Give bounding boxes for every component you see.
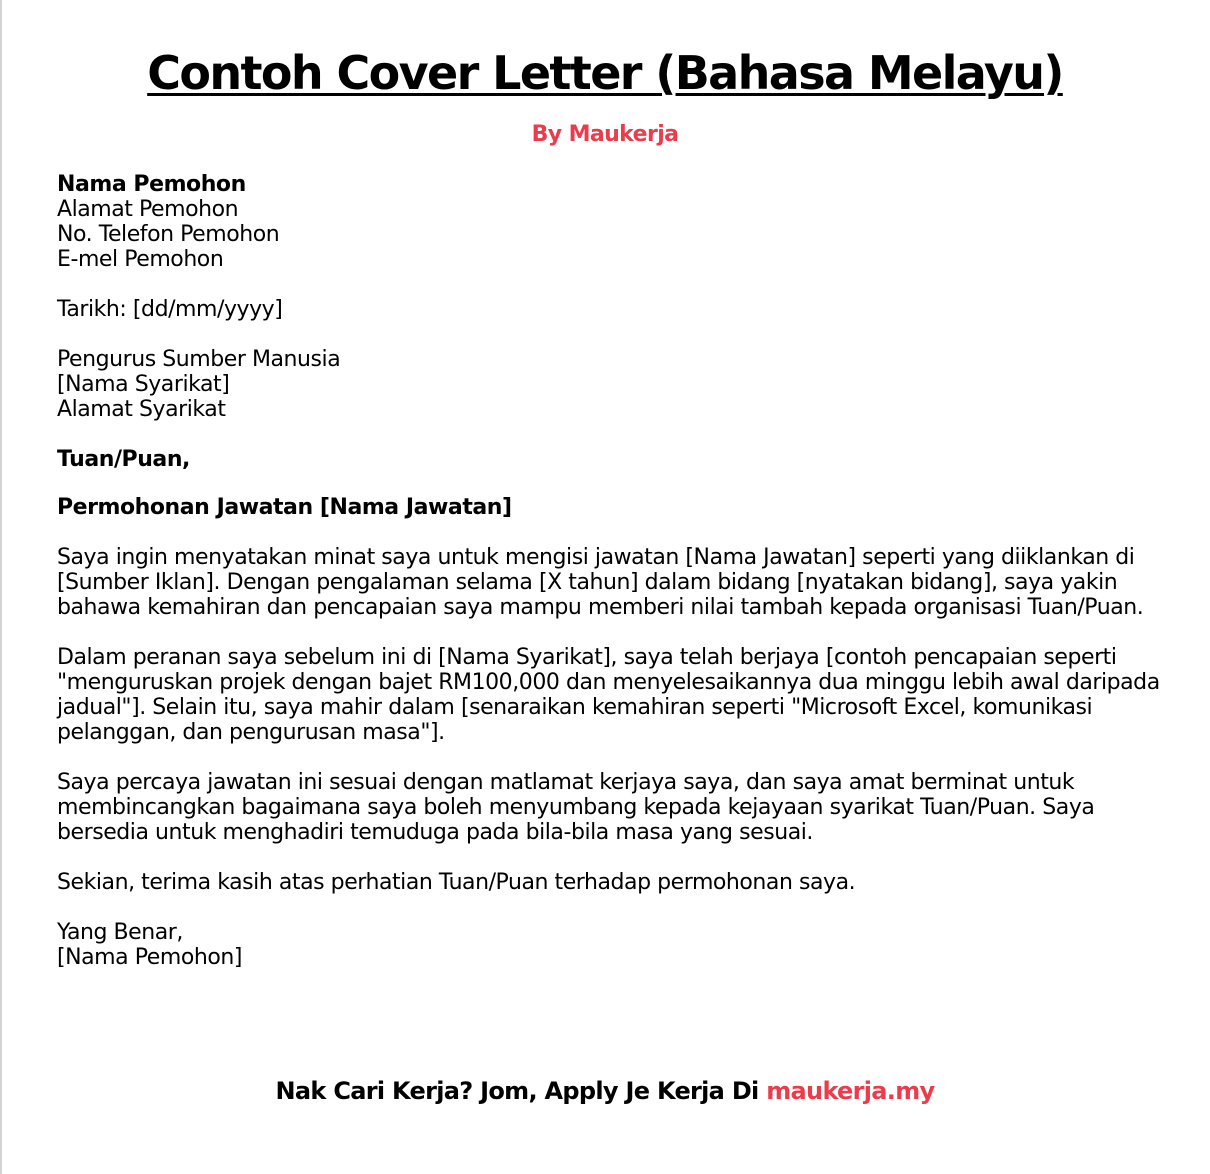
date-block [57, 297, 1167, 322]
footer-link[interactable]: maukerja.my [766, 1077, 935, 1105]
recipient-position: Pengurus Sumber Manusia [57, 347, 341, 372]
subject-block [57, 495, 1167, 520]
sender-name: Nama Pemohon [57, 172, 246, 197]
body-paragraph: Saya ingin menyatakan minat saya untuk mengisi jawatan [Nama Jawatan] seperti yang diiklankan di [Sumber Iklan]. Dengan pengalaman selama [X tahun] dalam bidang [nyatakan bidang], saya yakin bahawa kemahiran dan pencapaian saya mampu memberi nilai tambah kepada organisasi Tuan/Puan. [57, 545, 1144, 620]
letter-date: Tarikh: [dd/mm/yyyy] [57, 297, 283, 322]
footer-cta [0, 1074, 1210, 1108]
salutation: Tuan/Puan, [57, 447, 190, 472]
sender-block [57, 172, 1167, 272]
cover-letter-body [57, 172, 1167, 995]
page-left-border [0, 0, 2, 1174]
recipient-block [57, 347, 1167, 422]
salutation-block [57, 447, 1167, 472]
letter-subject: Permohonan Jawatan [Nama Jawatan] [57, 495, 512, 520]
sender-phone: No. Telefon Pemohon [57, 222, 280, 247]
body-paragraph: Saya percaya jawatan ini sesuai dengan matlamat kerjaya saya, dan saya amat berminat untuk membincangkan bagaimana saya boleh menyumbang kepada kejayaan syarikat Tuan/Puan. Saya bersedia untuk menghadiri temuduga pada bila-bila masa yang sesuai. [57, 770, 1095, 845]
closing-sentence: Sekian, terima kasih atas perhatian Tuan/Puan terhadap permohonan saya. [57, 870, 856, 895]
author-byline: By Maukerja [531, 122, 679, 147]
signature-name: [Nama Pemohon] [57, 945, 242, 970]
footer-text: Nak Cari Kerja? Jom, Apply Je Kerja Di [275, 1077, 767, 1105]
recipient-address: Alamat Syarikat [57, 397, 226, 422]
closing-block [57, 920, 1167, 970]
sender-email: E-mel Pemohon [57, 247, 224, 272]
valediction: Yang Benar, [57, 920, 183, 945]
page-title: Contoh Cover Letter (Bahasa Melayu) [147, 46, 1063, 100]
sender-address: Alamat Pemohon [57, 197, 239, 222]
body-paragraph: Dalam peranan saya sebelum ini di [Nama Syarikat], saya telah berjaya [contoh pencapaian seperti "menguruskan projek dengan bajet RM100,000 dan menyelesaikannya dua minggu lebih awal daripada jadual"]. Selain itu, saya mahir dalam [senaraikan kemahiran seperti "Microsoft Excel, komunikasi pelanggan, dan pengurusan masa"]. [57, 645, 1160, 745]
recipient-company: [Nama Syarikat] [57, 372, 230, 397]
